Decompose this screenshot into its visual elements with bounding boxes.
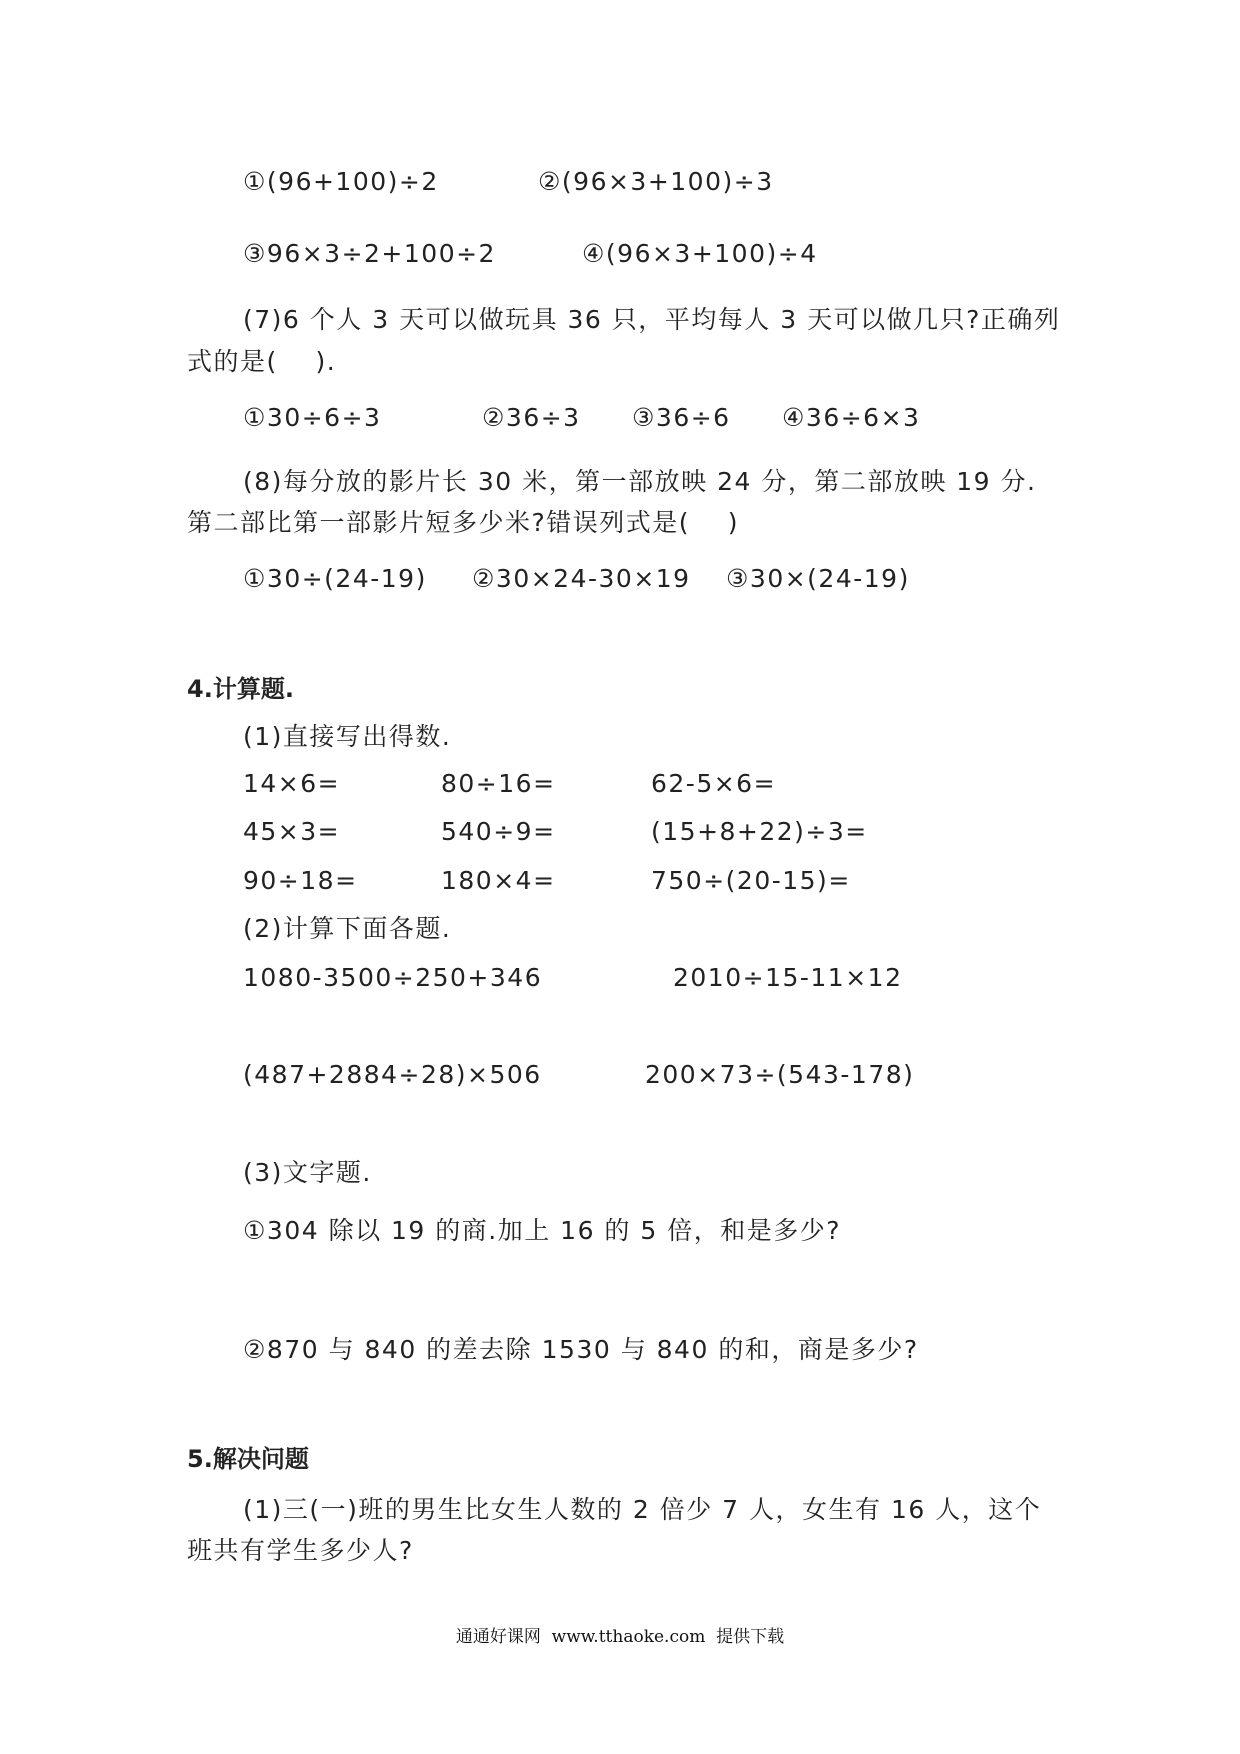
q8-option-1: ①30÷(24-19) [243, 564, 427, 593]
q7-option-2: ②36÷3 [482, 403, 581, 432]
part-2-title: (2)计算下面各题. [243, 914, 452, 943]
calc-problem-2: 2010÷15-11×12 [673, 963, 903, 992]
section-4-title: 4.计算题. [187, 675, 294, 703]
mental-math-item: (15+8+22)÷3= [651, 817, 868, 846]
q7-line-1: (7)6 个人 3 天可以做玩具 36 只，平均每人 3 天可以做几只?正确列 [243, 305, 1061, 334]
mental-math-item: 90÷18= [243, 866, 358, 895]
part-3-title: (3)文字题. [243, 1158, 372, 1187]
word-problem-1: ①304 除以 19 的商.加上 16 的 5 倍，和是多少? [243, 1216, 842, 1245]
calc-problem-4: 200×73÷(543-178) [645, 1060, 915, 1089]
mental-math-item: 14×6= [243, 769, 341, 798]
problem-1-line-2: 班共有学生多少人? [187, 1536, 414, 1565]
mental-math-item: 62-5×6= [651, 769, 777, 798]
word-problem-2: ②870 与 840 的差去除 1530 与 840 的和，商是多少? [243, 1335, 919, 1364]
q6-option-4: ④(96×3+100)÷4 [582, 239, 818, 268]
q6-option-2: ②(96×3+100)÷3 [538, 167, 774, 196]
mental-math-item: 540÷9= [441, 817, 556, 846]
q7-option-4: ④36÷6×3 [782, 403, 921, 432]
mental-math-item: 45×3= [243, 817, 341, 846]
mental-math-item: 750÷(20-15)= [651, 866, 851, 895]
mental-math-item: 80÷16= [441, 769, 556, 798]
calc-problem-1: 1080-3500÷250+346 [243, 963, 543, 992]
q6-option-3: ③96×3÷2+100÷2 [243, 239, 496, 268]
q8-line-2: 第二部比第一部影片短多少米?错误列式是( ) [187, 508, 740, 537]
section-5-title: 5.解决问题 [187, 1445, 309, 1473]
q7-option-3: ③36÷6 [632, 403, 731, 432]
q8-option-2: ②30×24-30×19 [472, 564, 691, 593]
calc-problem-3: (487+2884÷28)×506 [243, 1060, 542, 1089]
page-footer: 通通好课网 www.tthaoke.com 提供下载 [455, 1627, 785, 1647]
q7-line-2: 式的是( ). [187, 347, 337, 376]
q8-option-3: ③30×(24-19) [726, 564, 910, 593]
q6-option-1: ①(96+100)÷2 [243, 167, 439, 196]
q7-option-1: ①30÷6÷3 [243, 403, 382, 432]
problem-1-line-1: (1)三(一)班的男生比女生人数的 2 倍少 7 人，女生有 16 人，这个 [243, 1495, 1042, 1524]
part-1-title: (1)直接写出得数. [243, 722, 452, 751]
mental-math-item: 180×4= [441, 866, 556, 895]
q8-line-1: (8)每分放的影片长 30 米，第一部放映 24 分，第二部放映 19 分. [243, 467, 1037, 496]
